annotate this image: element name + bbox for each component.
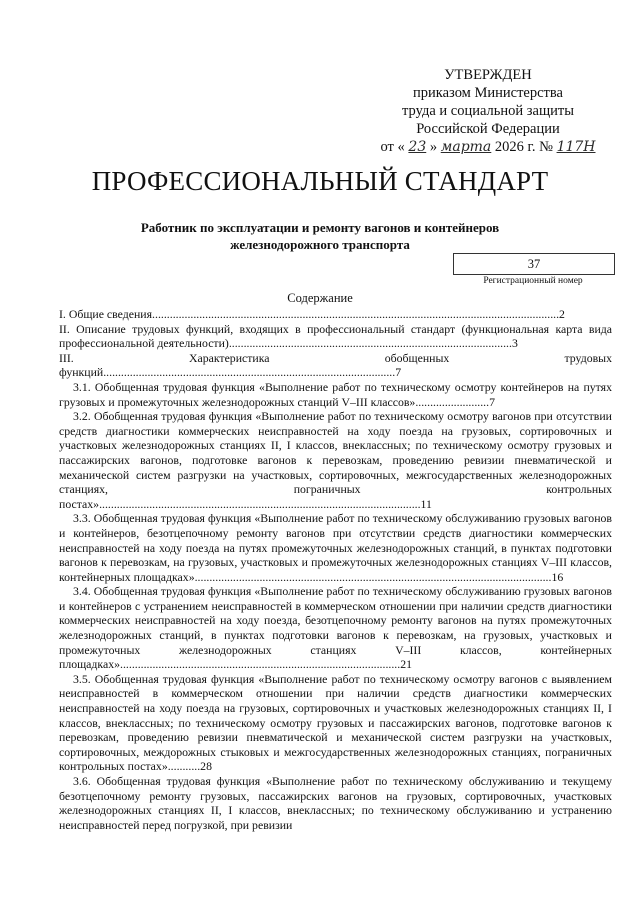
date-prefix: от « <box>380 139 405 155</box>
toc-entry[interactable]: 3.6. Обобщенная трудовая функция «Выполнение работ по техническому обслуживанию и текущему безотцепочному ремонту грузовых, пассажирских вагонов на грузовых, сортировочных, участковых железнодорожных станциях II, I классов, внеклассных; по техническому обслуживанию и устранению неисправностей перед погрузкой, при ревизии <box>59 774 612 832</box>
standard-name-line: Работник по эксплуатации и ремонту вагонов и контейнеров <box>140 220 500 235</box>
standard-name <box>0 219 640 253</box>
table-of-contents <box>59 307 612 832</box>
handwritten-month: марта <box>440 139 492 155</box>
toc-entry[interactable]: 3.3. Обобщенная трудовая функция «Выполнение работ по техническому обслуживанию грузовых вагонов и контейнеров, безотцепочному ремонту вагонов при отсутствии средств диагностики коммерческих неисправностей на ходу поезда на путях промежуточных железнодорожных станций, в пунктах подготовки вагонов к перевозкам, на грузовых, участковых и промежуточных железнодорожных станциях V–III классов, контейнерных площадках».........................................................................................................................16 <box>59 511 612 584</box>
toc-entry[interactable]: 3.1. Обобщенная трудовая функция «Выполнение работ по техническому осмотру контейнеров на путях грузовых и промежуточных железнодорожных станций V–III классов».........................7 <box>59 379 612 409</box>
document-title: ПРОФЕССИОНАЛЬНЫЙ СТАНДАРТ <box>91 166 549 196</box>
toc-entry[interactable]: 3.4. Обобщенная трудовая функция «Выполнение работ по техническому обслуживанию грузовых вагонов и контейнеров с устранением неисправностей в коммерческом отношении при наличии средств диагностики коммерческих неисправностей на ходу поезда, безотцепочному ремонту вагонов на путях промежуточных железнодорожных станций, в пунктах подготовки вагонов к перевозкам, на грузовых, участковых и промежуточных железнодорожных станциях V–III классов, контейнерных площадках»...............................................................................................21 <box>59 584 612 672</box>
toc-heading: Содержание <box>287 291 353 305</box>
registration-number-label: Регистрационный номер <box>483 276 583 286</box>
approval-line: приказом Министерства <box>413 85 563 101</box>
date-mid: » <box>429 139 438 155</box>
toc-entry[interactable]: II. Описание трудовых функций, входящих в профессиональный стандарт (функциональная карта вида профессиональной деятельности)................................................................................................3 <box>59 321 612 351</box>
standard-name-line: железнодорожного транспорта <box>230 237 410 252</box>
approval-date-line <box>368 138 608 156</box>
approval-line: труда и социальной защиты <box>402 103 574 119</box>
registration-number-box: 37 <box>453 253 615 275</box>
approval-line: Российской Федерации <box>416 121 560 137</box>
handwritten-order-number: 117Н <box>556 139 596 155</box>
toc-entry[interactable]: III. Характеристика обобщенных трудовых функций...................................................................................................7 <box>59 350 612 380</box>
toc-entry[interactable]: 3.5. Обобщенная трудовая функция «Выполнение работ по техническому осмотру вагонов с выявлением неисправностей в коммерческом отношении при наличии средств диагностики коммерческих неисправностей на ходу поезда на грузовых, сортировочных и участковых железнодорожных станциях II, I классов, внеклассных; по техническому осмотру грузовых и пассажирских вагонов, подготовке вагонов к перевозкам, проведению ревизии пневматической и механической систем разгрузки на участковых, сортировочных, междорожных стыковых и межгосударственных железнодорожных станциях, пограничных контрольных постах»...........28 <box>59 671 612 774</box>
date-year: 2026 г. № <box>494 139 553 155</box>
approval-title: УТВЕРЖДЕН <box>444 67 532 83</box>
approval-block <box>368 66 608 156</box>
toc-entry[interactable]: I. Общие сведения..........................................................................................................................................2 <box>59 307 565 321</box>
handwritten-day: 23 <box>408 139 427 155</box>
toc-entry[interactable]: 3.2. Обобщенная трудовая функция «Выполнение работ по техническому осмотру вагонов при отсутствии средств диагностики коммерческих неисправностей на ходу поезда на грузовых, сортировочных и участковых железнодорожных станциях II, I классов, внеклассных; по техническому осмотру грузовых и пассажирских вагонов, подготовке вагонов к перевозкам, проведению ревизии пневматической и механической систем разгрузки на участковых, сортировочных, межгосударственных железнодорожных станциях, пограничных контрольных постах».............................................................................................................11 <box>59 409 612 511</box>
